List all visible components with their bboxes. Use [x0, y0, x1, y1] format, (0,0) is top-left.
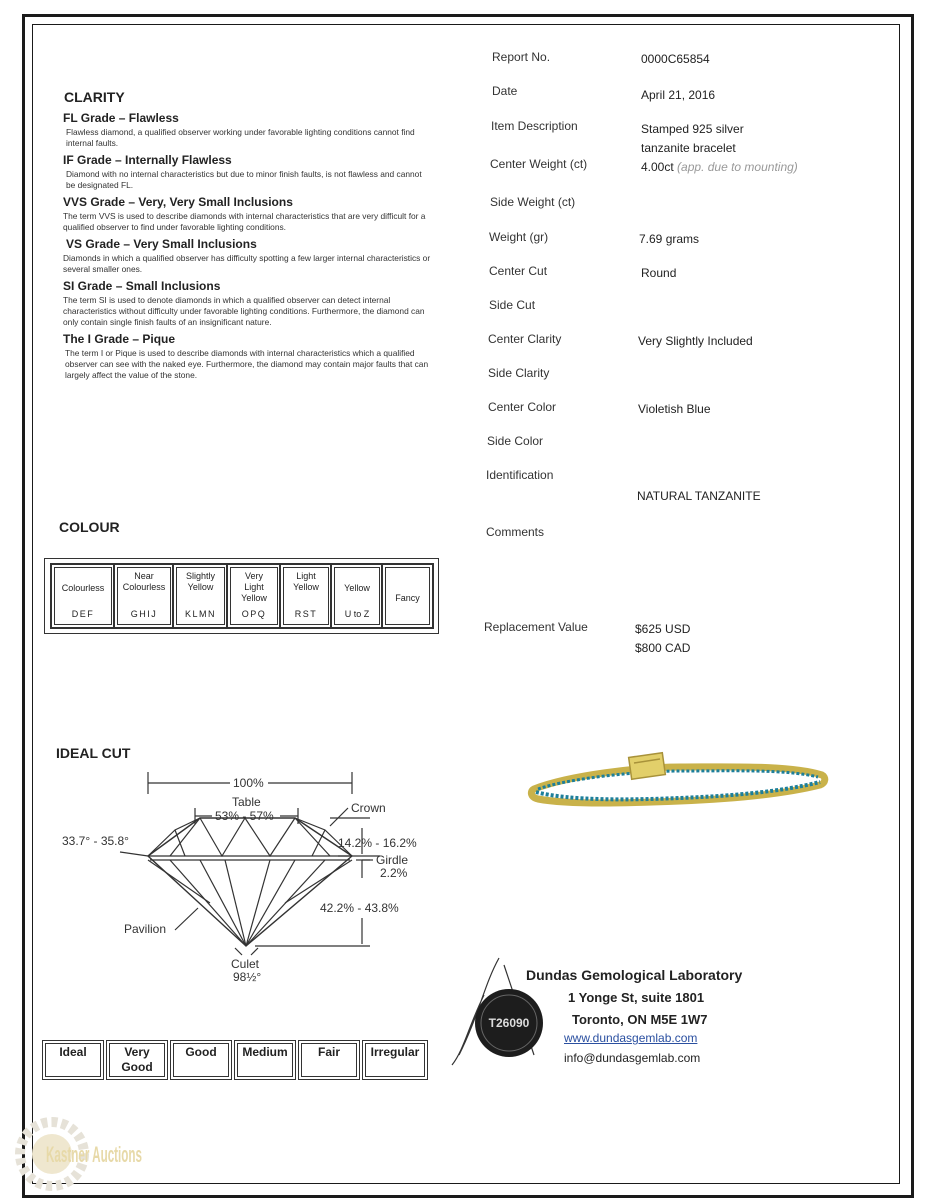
- width-label: 100%: [233, 776, 264, 790]
- center-weight-value: 4.00ct: [641, 160, 674, 174]
- colour-cell-colourless: [50, 563, 116, 629]
- seal-number: T26090: [488, 1016, 530, 1030]
- colour-cell-code: KLMN: [184, 609, 216, 619]
- center-weight-note: (app. due to mounting): [677, 160, 798, 174]
- colour-cell-code: GHIJ: [130, 609, 158, 619]
- replacement-value-label: Replacement Value: [484, 620, 588, 634]
- grade-if-text: Diamond with no internal characteristics but due to minor finish faults, is not flawless and cannot be designated FL.: [66, 169, 422, 190]
- colour-cell-title: Fancy: [395, 593, 420, 603]
- side-weight-label: Side Weight (ct): [490, 195, 576, 209]
- item-description-line2: tanzanite bracelet: [641, 141, 736, 155]
- grade-fl-heading: FL Grade – Flawless: [63, 111, 179, 125]
- grade-fl-text: Flawless diamond, a qualified observer working under favorable lighting conditions cannot find internal faults.: [66, 127, 415, 148]
- grade-i-heading: The I Grade – Pique: [63, 332, 176, 346]
- colour-cell-code: DEF: [71, 609, 95, 619]
- weight-value: 7.69 grams: [639, 232, 700, 246]
- cut-grade-medium: Medium: [234, 1040, 296, 1080]
- replacement-value-usd: $625 USD: [635, 622, 691, 636]
- colour-cell-title: Yellow: [344, 583, 370, 593]
- colour-cell-code: OPQ: [241, 609, 267, 619]
- cut-grade-ideal: Ideal: [42, 1040, 104, 1080]
- center-clarity-label: Center Clarity: [488, 332, 562, 346]
- grade-i-text: The term I or Pique is used to describe diamonds with internal characteristics which a qualified observer can see with the naked eye. Furthermore, the diamond may contain major faults that can largely affect the value of the stone.: [65, 348, 429, 380]
- replacement-value-cad: $800 CAD: [635, 641, 691, 655]
- colour-cell-yellow: [330, 563, 384, 629]
- lab-address-line2: Toronto, ON M5E 1W7: [572, 1012, 708, 1027]
- girdle-value-label: 2.2%: [380, 866, 408, 880]
- grade-vs-heading: VS Grade – Very Small Inclusions: [66, 237, 257, 251]
- lab-address-line1: 1 Yonge St, suite 1801: [568, 990, 705, 1005]
- colour-cell-very-light-yellow: [226, 563, 282, 629]
- cut-grade-scale: [40, 1037, 429, 1083]
- ideal-cut-title: IDEAL CUT: [56, 745, 131, 761]
- grade-if-heading: IF Grade – Internally Flawless: [63, 153, 232, 167]
- cut-grade-irregular: Irregular: [362, 1040, 428, 1080]
- cut-grade-good: Good: [170, 1040, 232, 1080]
- colour-cell-light-yellow: [279, 563, 333, 629]
- colour-cell-slightly-yellow: [172, 563, 229, 629]
- bracelet-photo: [530, 745, 828, 815]
- culet-label: Culet: [231, 957, 260, 971]
- center-weight-row: [641, 158, 798, 177]
- crown-height-label: 14.2% - 16.2%: [338, 836, 417, 850]
- lab-website-link[interactable]: www.dundasgemlab.com: [564, 1031, 698, 1045]
- table-range-label: 53% - 57%: [215, 809, 274, 823]
- colour-cell-code: RST: [294, 609, 318, 619]
- grade-vvs-text: The term VVS is used to describe diamonds with internal characteristics that are very difficult for a qualified observer to find under favorable lighting conditions.: [63, 211, 426, 232]
- center-color-value: Violetish Blue: [638, 402, 711, 416]
- grade-si-text: The term SI is used to denote diamonds in which a qualified observer can detect internal characteristics without difficulty under favorable lighting conditions. Furthermore, the diamond can only contain single finish faults of an insignificant nature.: [63, 295, 425, 327]
- report-no-value: 0000C65854: [641, 52, 710, 66]
- watermark-text: Kastner Auctions: [46, 1142, 142, 1167]
- lab-name: Dundas Gemological Laboratory: [526, 967, 743, 983]
- side-cut-label: Side Cut: [489, 298, 536, 312]
- side-color-label: Side Color: [487, 434, 544, 448]
- item-description-line1: Stamped 925 silver: [641, 122, 744, 136]
- colour-cell-title: Near Colourless: [122, 571, 166, 592]
- grade-si-heading: SI Grade – Small Inclusions: [63, 279, 221, 293]
- grade-vvs-heading: VVS Grade – Very, Very Small Inclusions: [63, 195, 293, 209]
- clarity-title: CLARITY: [64, 89, 125, 105]
- pavilion-depth-label: 42.2% - 43.8%: [320, 901, 399, 915]
- lab-website-row: [564, 1031, 697, 1045]
- cut-grade-very-good: Very Good: [106, 1040, 168, 1080]
- lab-email: info@dundasgemlab.com: [564, 1051, 701, 1065]
- center-cut-label: Center Cut: [489, 264, 548, 278]
- date-value: April 21, 2016: [641, 88, 716, 102]
- weight-label: Weight (gr): [489, 230, 549, 244]
- colour-cell-fancy: [381, 563, 434, 629]
- watermark-logo: [10, 1112, 150, 1194]
- colour-cell-near-colourless: [113, 563, 175, 629]
- colour-cell-title: Light Yellow: [293, 571, 319, 592]
- grade-vs-text: Diamonds in which a qualified observer has difficulty spotting a few larger internal characteristics or several smaller ones.: [63, 253, 431, 274]
- cut-grade-fair: Fair: [298, 1040, 360, 1080]
- item-description-label: Item Description: [491, 119, 578, 133]
- center-weight-label: Center Weight (ct): [490, 157, 588, 171]
- colour-cell-title: Colourless: [61, 583, 105, 593]
- crown-label: Crown: [351, 801, 386, 815]
- report-no-label: Report No.: [492, 50, 551, 64]
- diamond-proportions-diagram: [40, 768, 440, 988]
- pavilion-label: Pavilion: [124, 922, 167, 936]
- comments-label: Comments: [486, 525, 545, 539]
- crown-angle-label: 33.7° - 35.8°: [62, 834, 129, 848]
- identification-value: NATURAL TANZANITE: [637, 489, 761, 503]
- side-clarity-label: Side Clarity: [488, 366, 550, 380]
- colour-title: COLOUR: [59, 519, 120, 535]
- girdle-label: Girdle: [376, 853, 409, 867]
- culet-value-label: 98½°: [233, 970, 262, 984]
- table-label: Table: [232, 795, 261, 809]
- date-label: Date: [492, 84, 518, 98]
- colour-cell-title: Very Light Yellow: [241, 571, 267, 603]
- colour-cell-code: U to Z: [344, 609, 370, 619]
- center-color-label: Center Color: [488, 400, 557, 414]
- clarity-grade-list: [63, 111, 433, 381]
- colour-scale: [44, 558, 439, 634]
- identification-label: Identification: [486, 468, 554, 482]
- center-clarity-value: Very Slightly Included: [638, 334, 753, 348]
- colour-cell-title: Slightly Yellow: [185, 571, 215, 592]
- center-cut-value: Round: [641, 266, 677, 280]
